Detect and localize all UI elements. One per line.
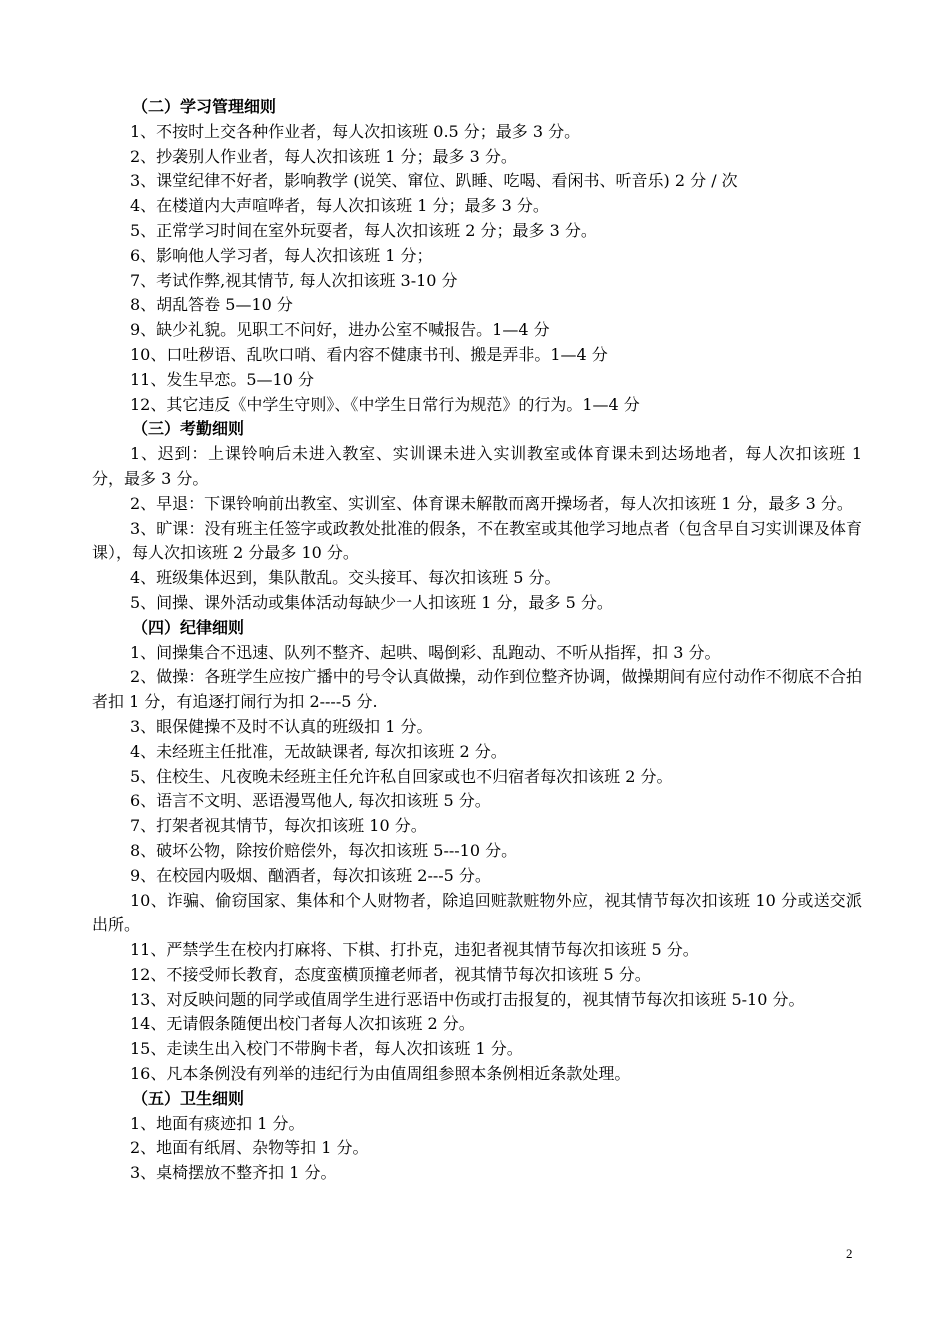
- list-item: 7、打架者视其情节，每次扣该班 10 分。: [130, 816, 427, 836]
- list-item: 11、发生早恋。5—10 分: [130, 369, 314, 389]
- list-item: 8、胡乱答卷 5—10 分: [130, 295, 293, 315]
- section-heading-hygiene: （五）卫生细则: [132, 1088, 245, 1108]
- list-item: 12、不接受师长教育，态度蛮横顶撞老师者，视其情节每次扣该班 5 分。: [130, 964, 651, 984]
- list-item: 4、班级集体迟到，集队散乱。交头接耳、每次扣该班 5 分。: [130, 568, 561, 588]
- list-item: 5、间操、课外活动或集体活动每缺少一人扣该班 1 分，最多 5 分。: [130, 592, 613, 612]
- section-heading-attendance: （三）考勤细则: [132, 419, 245, 439]
- list-item: 3、旷课：没有班主任签字或政教处批准的假条，不在教室或其他学习地点者（包含早自习实训课及体育课），每人次扣该班 2 分最多 10 分。: [92, 518, 862, 563]
- list-item: 2、做操：各班学生应按广播中的号令认真做操，动作到位整齐协调，做操期间有应付动作不彻底不合拍者扣 1 分，有追逐打闹行为扣 2----5 分.: [92, 667, 862, 712]
- document-body: [92, 95, 862, 1186]
- list-item: 6、语言不文明、恶语漫骂他人, 每次扣该班 5 分。: [130, 791, 491, 811]
- section-heading-discipline: （四）纪律细则: [132, 617, 245, 637]
- list-item: 2、抄袭别人作业者，每人次扣该班 1 分；最多 3 分。: [130, 146, 517, 166]
- list-item: 1、迟到：上课铃响后未进入教室、实训课未进入实训教室或体育课未到达场地者，每人次扣该班 1 分，最多 3 分。: [92, 444, 862, 488]
- list-item: 1、间操集合不迅速、队列不整齐、起哄、喝倒彩、乱跑动、不听从指挥，扣 3 分。: [130, 642, 721, 662]
- list-item: 12、其它违反《中学生守则》、《中学生日常行为规范》的行为。1—4 分: [130, 394, 640, 414]
- list-item: 3、桌椅摆放不整齐扣 1 分。: [130, 1163, 337, 1183]
- list-item: 11、严禁学生在校内打麻将、下棋、打扑克，违犯者视其情节每次扣该班 5 分。: [130, 940, 699, 960]
- section-heading-study: （二）学习管理细则: [132, 97, 277, 116]
- list-item: 13、对反映问题的同学或值周学生进行恶语中伤或打击报复的，视其情节每次扣该班 5-10 分。: [130, 989, 805, 1009]
- list-item: 6、影响他人学习者，每人次扣该班 1 分；: [130, 245, 433, 265]
- list-item: 2、早退：下课铃响前出教室、实训室、体育课未解散而离开操场者，每人次扣该班 1 分，最多 3 分。: [130, 493, 853, 513]
- list-item: 3、课堂纪律不好者，影响教学 (说笑、窜位、趴睡、吃喝、看闲书、听音乐) 2 分 / 次: [130, 171, 738, 191]
- list-item: 1、地面有痰迹扣 1 分。: [130, 1113, 305, 1133]
- list-item: 5、正常学习时间在室外玩耍者，每人次扣该班 2 分；最多 3 分。: [130, 220, 597, 240]
- list-item: 9、在校园内吸烟、酗酒者，每次扣该班 2---5 分。: [130, 865, 491, 885]
- list-item: 7、考试作弊,视其情节, 每人次扣该班 3-10 分: [130, 270, 458, 290]
- list-item: 5、住校生、凡夜晚未经班主任允许私自回家或也不归宿者每次扣该班 2 分。: [130, 766, 673, 786]
- page-number: 2: [846, 1246, 853, 1261]
- list-item: 15、走读生出入校门不带胸卡者，每人次扣该班 1 分。: [130, 1039, 523, 1059]
- list-item: 10、诈骗、偷窃国家、集体和个人财物者，除追回赃款赃物外应，视其情节每次扣该班 10 分或送交派出所。: [92, 890, 862, 935]
- list-item: 9、缺少礼貌。见职工不问好，进办公室不喊报告。1—4 分: [130, 320, 550, 340]
- list-item: 2、地面有纸屑、杂物等扣 1 分。: [130, 1138, 369, 1158]
- list-item: 4、在楼道内大声喧哗者，每人次扣该班 1 分；最多 3 分。: [130, 196, 549, 216]
- list-item: 8、破坏公物，除按价赔偿外，每次扣该班 5---10 分。: [130, 840, 518, 860]
- list-item: 16、凡本条例没有列举的违纪行为由值周组参照本条例相近条款处理。: [130, 1064, 631, 1084]
- list-item: 10、口吐秽语、乱吹口哨、看内容不健康书刊、搬是弄非。1—4 分: [130, 344, 608, 364]
- list-item: 1、不按时上交各种作业者，每人次扣该班 0.5 分；最多 3 分。: [130, 121, 581, 141]
- list-item: 4、未经班主任批准，无故缺课者, 每次扣该班 2 分。: [130, 741, 507, 761]
- list-item: 14、无请假条随便出校门者每人次扣该班 2 分。: [130, 1014, 475, 1034]
- list-item: 3、眼保健操不及时不认真的班级扣 1 分。: [130, 716, 433, 736]
